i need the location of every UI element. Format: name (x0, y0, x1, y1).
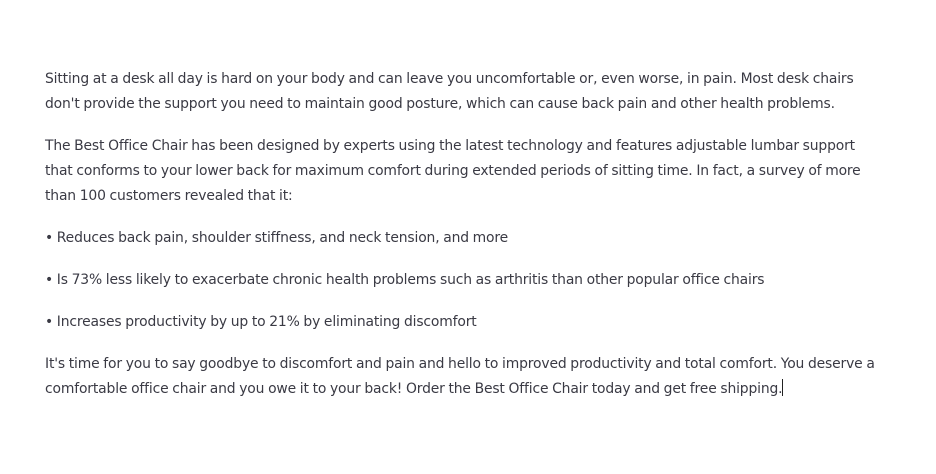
text-editor[interactable] (45, 67, 885, 402)
text-cursor (782, 379, 783, 396)
closing-paragraph (45, 352, 885, 402)
product-paragraph: The Best Office Chair has been designed by experts using the latest technology and features adjustable lumbar support that conforms to your lower back for maximum comfort during extended periods of sitting time. In fact, a survey of more than 100 customers revealed that it: (45, 138, 861, 204)
intro-paragraph: Sitting at a desk all day is hard on your body and can leave you uncomfortable or, even worse, in pain. Most desk chairs don't provide the support you need to maintain good posture, which can cause back pain and other health problems. (45, 71, 854, 112)
closing-paragraph-text: It's time for you to say goodbye to discomfort and pain and hello to improved productivity and total comfort. You deserve a comfortable office chair and you owe it to your back! Order the Best Office Chair today and get free shipping. (45, 356, 875, 397)
bullet-item-1: • Reduces back pain, shoulder stiffness, and neck tension, and more (45, 230, 509, 246)
bullet-item-3: • Increases productivity by up to 21% by eliminating discomfort (45, 314, 477, 330)
bullet-item-2: • Is 73% less likely to exacerbate chronic health problems such as arthritis than other popular office chairs (45, 272, 765, 288)
